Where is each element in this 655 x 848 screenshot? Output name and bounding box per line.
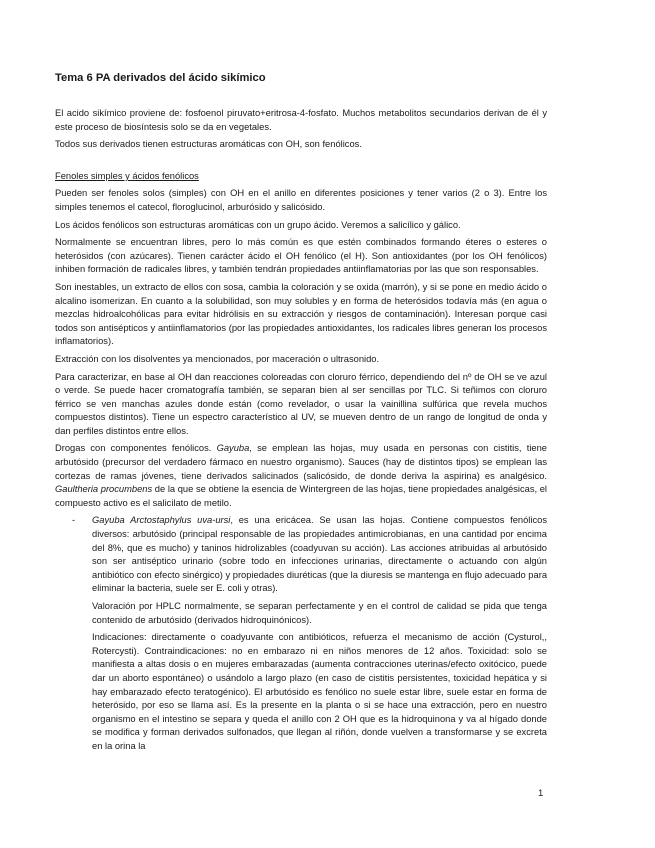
- bullet-item: [72, 514, 548, 596]
- paragraph-6: Para caracterizar, en base al OH dan reacciones coloreadas con cloruro férrico, dependiendo del nº de OH se ve azul o verde. Se puede hacer cromatografía también, se separan bien al ser sencillas por TLC. Si teñimos con cloruro férrico se ven manchas azules donde están (como revelador, o usar la vainillina sulfúrica que revela muchos compuestos distintos). Tiene un espectro característico al UV, se mueven dentro de un rango de longitud de onda y dan perfiles distintos entre ellos.: [55, 371, 547, 436]
- drogas-paragraph: [55, 442, 547, 510]
- document-body: [55, 107, 547, 758]
- section-heading: Fenoles simples y ácidos fenólicos: [55, 170, 199, 181]
- drogas-text-3: de la que se obtiene la esencia de Wintergreen de las hojas, tiene propiedades analgésicas, el compuesto activo es el salicilato de metilo.: [55, 484, 548, 508]
- paragraph-5: Extracción con los disolventes ya mencionados, por maceración o ultrasonido.: [55, 353, 380, 364]
- gaultheria-term: Gaultheria procumbens: [55, 484, 153, 495]
- paragraph-3: Normalmente se encuentran libres, pero lo más común es que estén combinados formando éteres o esteres o heterósidos (con azúcares). Tienen carácter ácido el OH fenólico (el H). Son antioxidantes (por los OH fenólicos) inhiben formación de radicales libres, y también tendrán propiedades antiinflamatorias por las que son responsables.: [55, 237, 547, 275]
- indicaciones-paragraph: Indicaciones: directamente o coadyuvante con antibióticos, refuerza el mecanismo de acción (Cysturol,, Rotercysti). Contraindicaciones: no en embarazo ni en niños menores de 12 años. Toxicidad: solo se manifiesta a altas dosis o en mujeres embarazadas (aumenta contracciones uterinas/efecto oxitócico, puede dar un aborto espontáneo) o usándolo a largo plazo (en caso de cistitis persistentes, toxicidad hepática y si hay embarazado efecto teratogénico). El arbutósido es fenólico no suele estar libre, suele estar en forma de heterósido, por eso se llama así. Es la presente en la planta o si se hace una extracción, pero en nuestro organismo en el intestino se separa y queda el anillo con 2 OH que es la hidroquinona y va al hígado donde se modifica y forman derivados sulfonados, que llegan al riñón, donde vuelven a transformarse y se excreta en la orina la: [92, 632, 547, 751]
- intro-paragraph-1: El acido sikímico proviene de: fosfoenol piruvato+eritrosa-4-fosfato. Muchos metabolitos secundarios derivan de él y este proceso de biosíntesis solo se da en vegetales.: [55, 108, 547, 132]
- document-title: Tema 6 PA derivados del ácido sikímico: [55, 72, 266, 84]
- bullet-marker: -: [72, 515, 76, 526]
- paragraph-1: Pueden ser fenoles solos (simples) con OH en el anillo en diferentes posiciones y tener varios (2 o 3). Entre los simples tenemos el catecol, floroglucinol, arburósido y salicósido.: [55, 188, 547, 212]
- drogas-text-2: , se emplean las hojas, muy usada en personas con cistitis, tiene arbutósido (precursor del verdadero fármaco en nuestro organismo). Sauces (hay de distintos tipos) se emplean las cortezas de ramas jóvenes, tiene derivados salicinados (salicósido, de donde deriva la aspirina) es analgésico.: [55, 443, 547, 481]
- drogas-text-1: Drogas con componentes fenólicos.: [55, 443, 217, 454]
- intro-paragraph-2: Todos sus derivados tienen estructuras aromáticas con OH, son fenólicos.: [55, 139, 362, 150]
- paragraph-4: Son inestables, un extracto de ellos con sosa, cambia la coloración y se oxida (marrón), y si se pone en medio ácido o alcalino isomerizan. En cuanto a la solubilidad, son muy solubles y en forma de heterósidos todavía más (en agua o mezclas hidroalcohólicas para evitar hidrólisis en su extracción y riesgos de contaminación). Interesan porque casi todos son antisépticos y antiinflamatorios (por las propiedades antioxidantes, los radicales libres generan los procesos inflamatorios).: [55, 281, 547, 347]
- bullet-text: , es una ericácea. Se usan las hojas. Contiene compuestos fenólicos diversos: arbutósido (principal responsable de las propiedades antimicrobianas, en una cantidad por encima del 8%, que es mucho) y taninos hidrolizables (coadyuvan su acción). Las acciones atribuidas al arbutósido son ser antiséptico urinario (sobre todo en infecciones urinarias, directamente o actuando con algún antibiótico con efecto sinérgico) y propiedades diuréticas (que la diuresis se mantenga en flujo adecuado para eliminar la bacteria, suele ser E. coli y otras).: [92, 515, 548, 594]
- species-name: Gayuba Arctostaphylus uva-ursi: [92, 515, 231, 526]
- paragraph-2: Los ácidos fenólicos son estructuras aromáticas con un grupo ácido. Veremos a salicílico y gálico.: [55, 219, 461, 230]
- page-number: 1: [538, 788, 544, 799]
- gayuba-term: Gayuba: [216, 443, 250, 454]
- valoracion-paragraph: Valoración por HPLC normalmente, se separan perfectamente y en el control de calidad se pida que tenga contenido de arbutósido (derivados hidroquinónicos).: [92, 601, 547, 625]
